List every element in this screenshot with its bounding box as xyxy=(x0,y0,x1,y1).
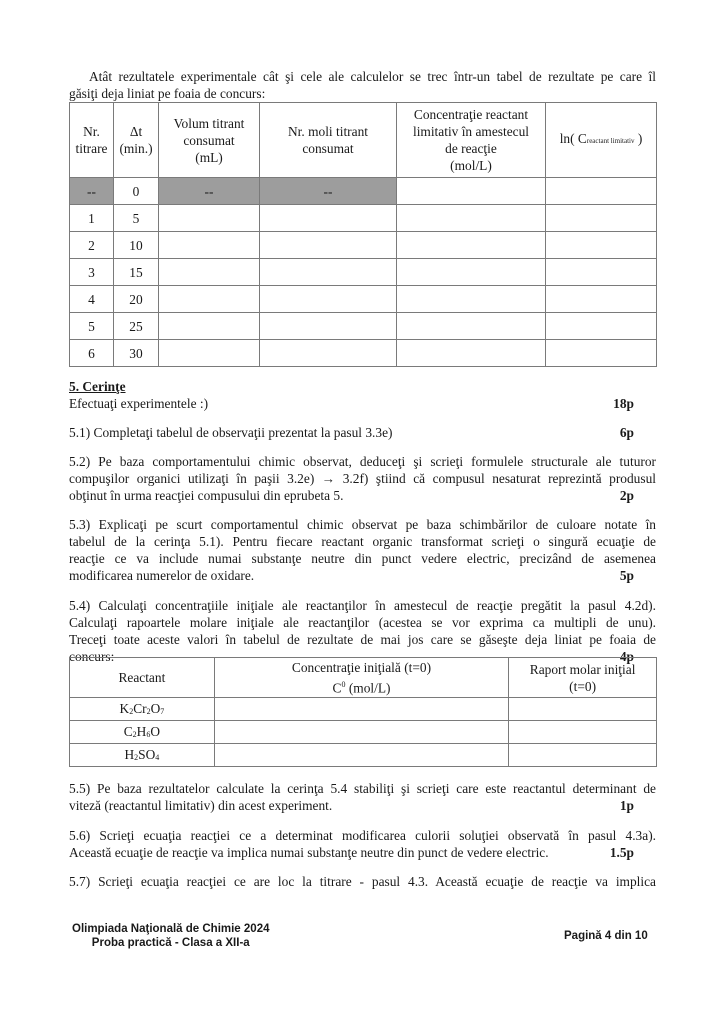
reactant-table xyxy=(69,657,657,767)
table-row xyxy=(70,286,657,313)
cell-moli xyxy=(260,205,397,232)
reactant-formula: H2SO4 xyxy=(70,744,215,767)
requirement-text: Efectuaţi experimentele :) xyxy=(69,396,209,411)
cell-raport xyxy=(509,744,657,767)
requirement-5-3: 5.3) Explicaţi pe scurt comportamentul chimic observat pe baza schimbărilor de culoare notate în tabelul de la cerinţa 5.1). Pentru fiecare reactant organic transformat scrieţi o singură ecuaţie de reacţie ce va include numai substanţe neutre din punct vedere electric, precizând de asemenea modificarea numerelor de oxidare. 5p xyxy=(69,517,656,583)
cell-ln xyxy=(546,259,657,286)
intro-paragraph xyxy=(69,68,656,102)
header-reactant: Reactant xyxy=(70,658,215,698)
cell-moli xyxy=(260,313,397,340)
cell-dt: 25 xyxy=(114,313,159,340)
cell-ln xyxy=(546,178,657,205)
requirement-5-7: 5.7) Scrieţi ecuaţia reacţiei ce are loc la titrare - pasul 4.3. Această ecuaţie de reacţie va implica xyxy=(69,874,656,889)
points-label: 1p xyxy=(619,798,634,813)
table-row xyxy=(70,721,657,744)
cell-volum xyxy=(159,313,260,340)
cell-moli xyxy=(260,286,397,313)
points-label: 5p xyxy=(619,568,634,583)
header-concentratie-initiala: Concentraţie iniţială (t=0) $C^0$ (mol/L) xyxy=(214,658,508,698)
results-table-header xyxy=(70,103,657,178)
cell-volum xyxy=(159,205,260,232)
cell-raport xyxy=(509,698,657,721)
requirement-5-5: 5.5) Pe baza rezultatelor calculate la cerinţa 5.4 stabiliţi şi scrieţi care este reactantul determinant de viteză (reactantul limitativ) din acest experiment. 1p xyxy=(69,781,656,813)
points-label: 1.5p xyxy=(609,845,634,860)
cell-volum xyxy=(159,286,260,313)
cell-conc xyxy=(397,313,546,340)
cell-nr: 2 xyxy=(70,232,114,259)
header-volum-titrant: Volum titrant consumat (mL) xyxy=(159,103,260,178)
cell-ln xyxy=(546,205,657,232)
requirement-5-1 xyxy=(69,424,656,441)
cell-moli xyxy=(260,232,397,259)
intro-line-2: găsiţi deja liniat pe foaia de concurs: xyxy=(69,86,266,101)
cell-conc xyxy=(214,721,508,744)
header-raport-molar: Raport molar iniţial (t=0) xyxy=(509,658,657,698)
table-row xyxy=(70,340,657,367)
cell-conc xyxy=(397,286,546,313)
points-label: 2p xyxy=(619,488,634,503)
cell-conc xyxy=(397,232,546,259)
table-row xyxy=(70,313,657,340)
cell-volum xyxy=(159,232,260,259)
cell-ln xyxy=(546,286,657,313)
requirement-text: 5.1) Completaţi tabelul de observaţii prezentat la pasul 3.3e) xyxy=(69,425,393,440)
cell-dt: 5 xyxy=(114,205,159,232)
table-row xyxy=(70,744,657,767)
header-nr-titrare: Nr. titrare xyxy=(70,103,114,178)
cell-dt: 20 xyxy=(114,286,159,313)
cell-nr: 4 xyxy=(70,286,114,313)
reactant-formula: C2H6O xyxy=(70,721,215,744)
intro-line-1: Atât rezultatele experimentale cât şi cele ale calculelor se trec într-un tabel de rezultate pe care îl xyxy=(89,69,656,84)
results-table xyxy=(69,102,657,367)
cell-nr: 6 xyxy=(70,340,114,367)
footer-left xyxy=(72,922,269,950)
requirement-5-2: 5.2) Pe baza comportamentului chimic observat, deduceţi şi scrieţi formulele structurale ale tuturor compuşilor organici utilizaţi în paşii 3.2e) → 3.2f) ştiind că compusul nesaturat reprezintă produsul obţinut în urma reacţiei compusului din eprubeta 5. 2p xyxy=(69,454,656,503)
table-row xyxy=(70,232,657,259)
reactant-table-header xyxy=(70,658,657,698)
cell-dt: 15 xyxy=(114,259,159,286)
table-row xyxy=(70,698,657,721)
cell-moli xyxy=(260,259,397,286)
cell-moli: -- xyxy=(260,178,397,205)
footer-proba: Proba practică - Clasa a XII-a xyxy=(91,937,250,949)
cell-conc xyxy=(214,698,508,721)
cell-volum xyxy=(159,340,260,367)
cell-nr: 1 xyxy=(70,205,114,232)
points-label: 6p xyxy=(619,425,634,440)
cell-volum: -- xyxy=(159,178,260,205)
cell-conc xyxy=(397,178,546,205)
requirement-effect xyxy=(69,395,656,412)
requirement-5-4: 5.4) Calculaţi concentraţiile iniţiale ale reactanţilor în amestecul de reacţie pregătit la pasul 4.2d). Calculaţi rapoartele molare iniţiale ale reactanţilor (acestea se vor exprima ca multipli de unu). Treceţi toate aceste valori în tabelul de rezultate de mai jos care se găseşte deja liniat pe foaia de concurs: 4p xyxy=(69,598,656,664)
cell-raport xyxy=(509,721,657,744)
cell-nr: 3 xyxy=(70,259,114,286)
points-label: 18p xyxy=(613,396,634,411)
cell-conc xyxy=(397,205,546,232)
footer-page-number: Pagină 4 din 10 xyxy=(564,930,648,942)
cell-dt: 30 xyxy=(114,340,159,367)
cell-conc xyxy=(397,340,546,367)
table-row xyxy=(70,178,657,205)
cell-conc xyxy=(397,259,546,286)
cell-volum xyxy=(159,259,260,286)
reactant-formula: K2Cr2O7 xyxy=(70,698,215,721)
cell-moli xyxy=(260,340,397,367)
points-label: 4p xyxy=(619,649,634,664)
cell-conc xyxy=(214,744,508,767)
table-row xyxy=(70,205,657,232)
cell-ln xyxy=(546,313,657,340)
cell-nr: 5 xyxy=(70,313,114,340)
requirement-5-6: 5.6) Scrieţi ecuaţia reacţiei ce a determinat modificarea culorii soluţiei observată în pasul 4.3a). Această ecuaţie de reacţie va implica numai substanţe neutre din punct de vedere electric. 1.5p xyxy=(69,828,656,860)
cell-dt: 10 xyxy=(114,232,159,259)
cell-dt: 0 xyxy=(114,178,159,205)
header-ln-c: ln( Creactant limitativ ) xyxy=(546,103,657,178)
header-delta-t: Δt (min.) xyxy=(114,103,159,178)
section-title: 5. Cerinţe xyxy=(69,379,126,394)
header-nr-moli: Nr. moli titrant consumat xyxy=(260,103,397,178)
cell-ln xyxy=(546,232,657,259)
header-concentratie: Concentraţie reactant limitativ în amestecul de reacţie (mol/L) xyxy=(397,103,546,178)
cell-nr: -- xyxy=(70,178,114,205)
cell-ln xyxy=(546,340,657,367)
table-row xyxy=(70,259,657,286)
footer-olympiad: Olimpiada Naţională de Chimie 2024 xyxy=(72,923,270,935)
